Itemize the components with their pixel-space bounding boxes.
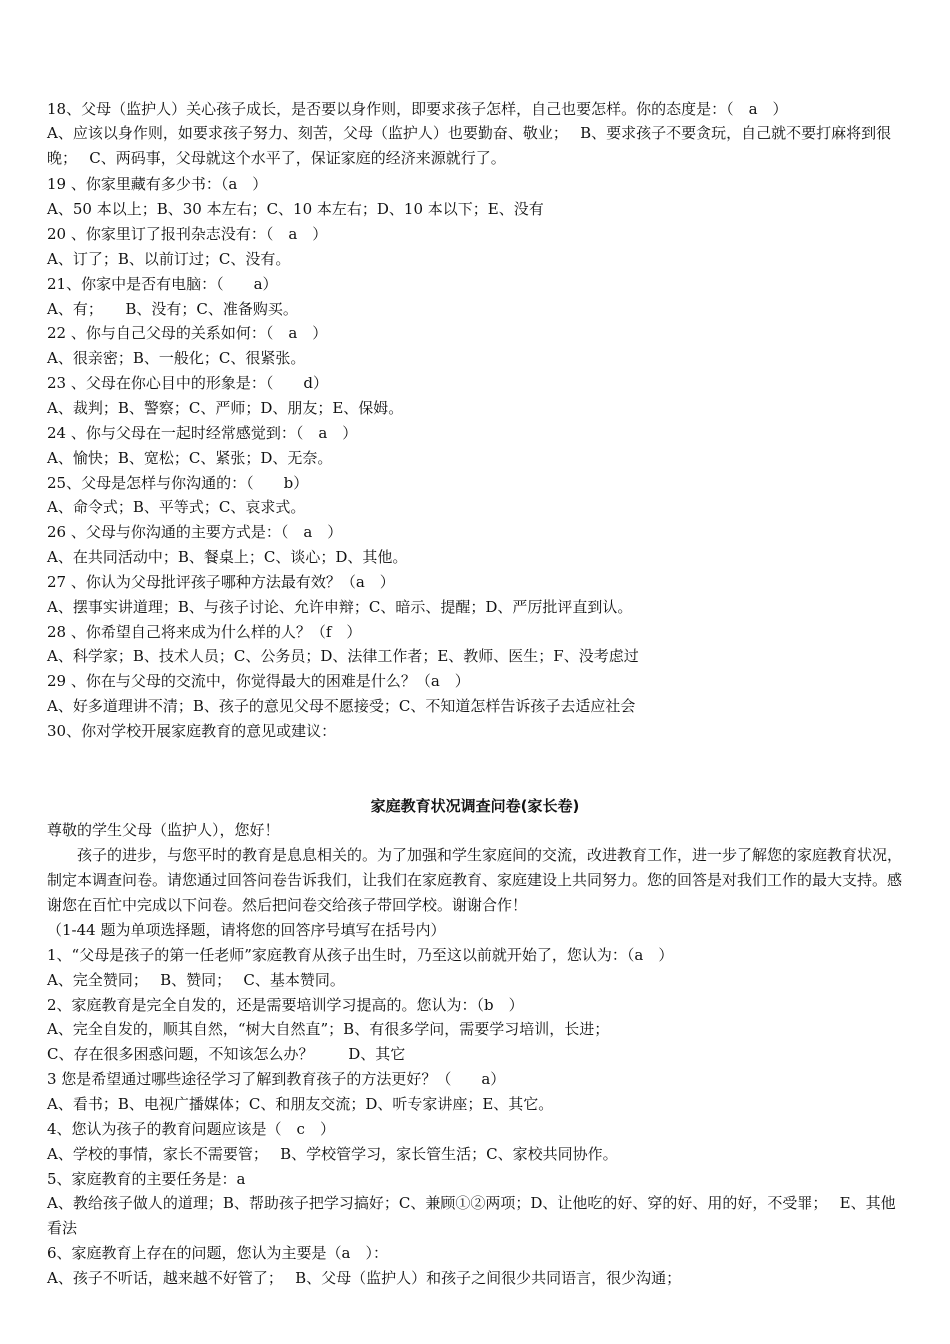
- options-19: A、50 本以上；B、30 本左右；C、10 本左右；D、10 本以下；E、没有: [47, 200, 544, 218]
- options-25: A、命令式；B、平等式；C、哀求式。: [47, 498, 306, 516]
- question-29: 29 、你在与父母的交流中，你觉得最大的困难是什么？（a ）: [47, 672, 470, 690]
- question-30: 30、你对学校开展家庭教育的意见或建议：: [47, 722, 337, 740]
- options-21: A、有； B、没有；C、准备购买。: [47, 300, 298, 318]
- question-20: 20 、你家里订了报刊杂志没有：（ a ）: [47, 225, 328, 243]
- parent-question-3: 3 您是希望通过哪些途径学习了解到教育孩子的方法更好？（ a）: [47, 1070, 506, 1088]
- parent-options-2b: C、存在很多困惑问题，不知该怎么办？ D、其它: [47, 1045, 406, 1063]
- parent-question-1: 1、“父母是孩子的第一任老师”家庭教育从孩子出生时，乃至这以前就开始了，您认为：（a ）: [47, 946, 674, 964]
- question-25: 25、父母是怎样与你沟通的：（ b）: [47, 474, 309, 492]
- parent-question-2: 2、家庭教育是完全自发的，还是需要培训学习提高的。您认为：（b ）: [47, 996, 524, 1014]
- parent-options-3: A、看书；B、电视广播媒体；C、和朋友交流；D、听专家讲座；E、其它。: [47, 1095, 554, 1113]
- question-18: 18、父母（监护人）关心孩子成长，是否要以身作则，即要求孩子怎样，自己也要怎样。你的态度是：（ a ）: [47, 100, 788, 118]
- options-27: A、摆事实讲道理；B、与孩子讨论、允许申辩；C、暗示、提醒；D、严厉批评直到认。: [47, 598, 633, 616]
- options-20: A、订了；B、以前订过；C、没有。: [47, 250, 291, 268]
- question-27: 27 、你认为父母批评孩子哪种方法最有效？（a ）: [47, 573, 395, 591]
- parent-question-5: 5、家庭教育的主要任务是：a: [47, 1170, 246, 1188]
- question-24: 24 、你与父母在一起时经常感觉到：（ a ）: [47, 424, 358, 442]
- question-21: 21、你家中是否有电脑：（ a）: [47, 275, 278, 293]
- parent-questionnaire-title: 家庭教育状况调查问卷(家长卷): [370, 797, 580, 815]
- intro-paragraph: 孩子的进步，与您平时的教育是息息相关的。为了加强和学生家庭间的交流，改进教育工作，进一步了解您的家庭教育状况，制定本调查问卷。请您通过回答问卷告诉我们，让我们在家庭教育、家庭建设上共同努力。您的回答是对我们工作的最大支持。感谢您在百忙中完成以下问卷。然后把问卷交给孩子带回学校。谢谢合作！: [47, 846, 903, 914]
- options-28: A、科学家；B、技术人员；C、公务员；D、法律工作者；E、教师、医生；F、没考虑过: [47, 647, 639, 665]
- options-18: A、应该以身作则，如要求孩子努力、刻苦，父母（监护人）也要勤奋、敬业； B、要求孩子不要贪玩，自己就不要打麻将到很晚； C、两码事，父母就这个水平了，保证家庭的经济来源就行了。: [47, 124, 892, 167]
- parent-options-6: A、孩子不听话，越来越不好管了； B、父母（监护人）和孩子之间很少共同语言，很少沟通；: [47, 1269, 682, 1287]
- parent-question-4: 4、您认为孩子的教育问题应该是（ c ）: [47, 1120, 335, 1138]
- question-23: 23 、父母在你心目中的形象是：（ d）: [47, 374, 328, 392]
- parent-options-4: A、学校的事情，家长不需要管； B、学校管学习，家长管生活；C、家校共同协作。: [47, 1145, 618, 1163]
- parent-options-2a: A、完全自发的，顺其自然，“树大自然直”；B、有很多学问，需要学习培训，长进；: [47, 1020, 610, 1038]
- parent-options-1: A、完全赞同； B、赞同； C、基本赞同。: [47, 971, 345, 989]
- options-23: A、裁判；B、警察；C、严师；D、朋友；E、保姆。: [47, 399, 404, 417]
- question-28: 28 、你希望自己将来成为什么样的人？（f ）: [47, 623, 362, 641]
- instruction: （1-44 题为单项选择题，请将您的回答序号填写在括号内）: [47, 921, 446, 939]
- options-29: A、好多道理讲不清；B、孩子的意见父母不愿接受；C、不知道怎样告诉孩子去适应社会: [47, 697, 636, 715]
- parent-question-6: 6、家庭教育上存在的问题，您认为主要是（a ）：: [47, 1244, 388, 1262]
- options-24: A、愉快；B、宽松；C、紧张；D、无奈。: [47, 449, 333, 467]
- question-26: 26 、父母与你沟通的主要方式是：（ a ）: [47, 523, 343, 541]
- greeting: 尊敬的学生父母（监护人），您好！: [47, 821, 280, 839]
- parent-options-5: A、教给孩子做人的道理；B、帮助孩子把学习搞好；C、兼顾①②两项；D、让他吃的好、穿的好、用的好，不受罪； E、其他看法: [47, 1194, 896, 1237]
- question-19: 19 、你家里藏有多少书：（a ）: [47, 175, 268, 193]
- question-22: 22 、你与自己父母的关系如何：（ a ）: [47, 324, 328, 342]
- options-22: A、很亲密；B、一般化；C、很紧张。: [47, 349, 306, 367]
- options-26: A、在共同活动中；B、餐桌上；C、谈心；D、其他。: [47, 548, 408, 566]
